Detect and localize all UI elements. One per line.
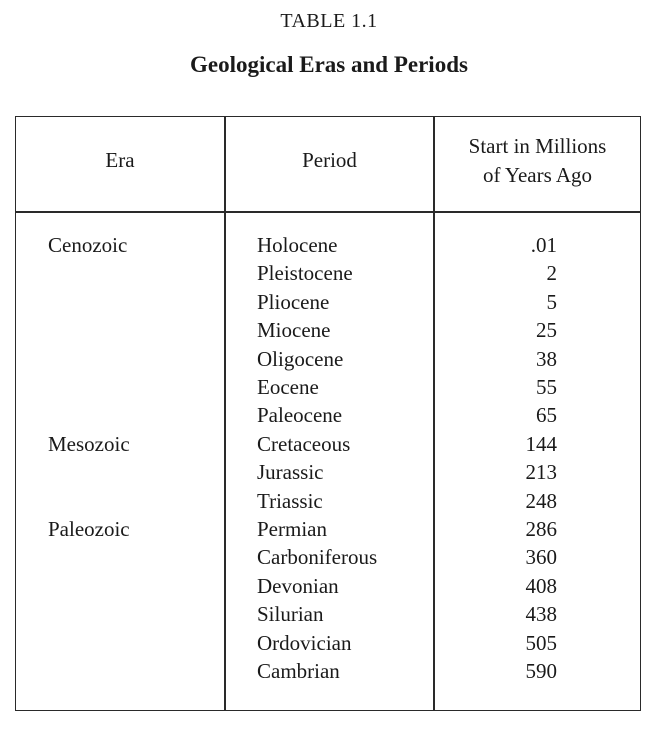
table-row	[15, 629, 641, 657]
header-era: Era	[105, 148, 135, 172]
start-cell: 55	[536, 375, 557, 399]
era-cell: Mesozoic	[48, 431, 130, 456]
era-cell: Paleozoic	[48, 517, 130, 541]
period-cell: Cambrian	[257, 659, 340, 683]
table-row	[15, 600, 641, 628]
start-cell: 505	[525, 630, 557, 655]
period-cell: Triassic	[257, 488, 323, 513]
table-row	[15, 487, 641, 515]
table-row	[15, 288, 641, 316]
header-divider	[15, 211, 641, 213]
table-row	[15, 543, 641, 571]
period-cell: Carboniferous	[257, 545, 378, 570]
table-row	[15, 430, 641, 458]
start-cell: 213	[525, 460, 557, 485]
table-row	[15, 657, 641, 685]
start-cell: 2	[546, 261, 557, 286]
start-cell: 438	[525, 602, 557, 627]
table-row	[15, 259, 641, 287]
header-start	[434, 132, 641, 190]
header-start-line1: Start in Millions	[468, 134, 607, 158]
period-cell: Jurassic	[257, 460, 324, 485]
table-number: TABLE 1.1	[280, 10, 378, 32]
period-cell: Paleocene	[257, 403, 343, 428]
table-row	[15, 515, 641, 543]
period-cell: Eocene	[257, 375, 319, 399]
start-cell: 408	[525, 573, 557, 598]
table-row	[15, 401, 641, 429]
period-cell: Holocene	[257, 233, 338, 257]
period-cell: Permian	[257, 517, 327, 541]
start-cell: 286	[525, 517, 557, 541]
start-cell: 38	[536, 346, 557, 371]
period-cell: Pliocene	[257, 289, 330, 314]
table-row	[15, 231, 641, 259]
period-cell: Pleistocene	[257, 261, 353, 286]
table-row	[15, 373, 641, 401]
table-row	[15, 345, 641, 373]
era-cell: Cenozoic	[48, 233, 128, 257]
period-cell: Silurian	[257, 602, 324, 627]
header-period: Period	[302, 148, 357, 172]
table-title: Geological Eras and Periods	[190, 52, 468, 77]
period-cell: Devonian	[257, 573, 339, 598]
start-cell: 590	[525, 659, 557, 683]
start-cell: 248	[525, 488, 557, 513]
table-row	[15, 458, 641, 486]
start-cell: 25	[536, 318, 557, 343]
period-cell: Cretaceous	[257, 431, 351, 456]
start-cell: 144	[525, 431, 557, 456]
start-cell: 360	[525, 545, 557, 570]
start-cell: 5	[546, 289, 557, 314]
table-row	[15, 316, 641, 344]
start-cell: .01	[530, 233, 557, 257]
period-cell: Ordovician	[257, 630, 352, 655]
period-cell: Miocene	[257, 318, 331, 343]
table-row	[15, 572, 641, 600]
header-start-line2: of Years Ago	[482, 163, 593, 187]
start-cell: 65	[536, 403, 557, 428]
period-cell: Oligocene	[257, 346, 344, 371]
